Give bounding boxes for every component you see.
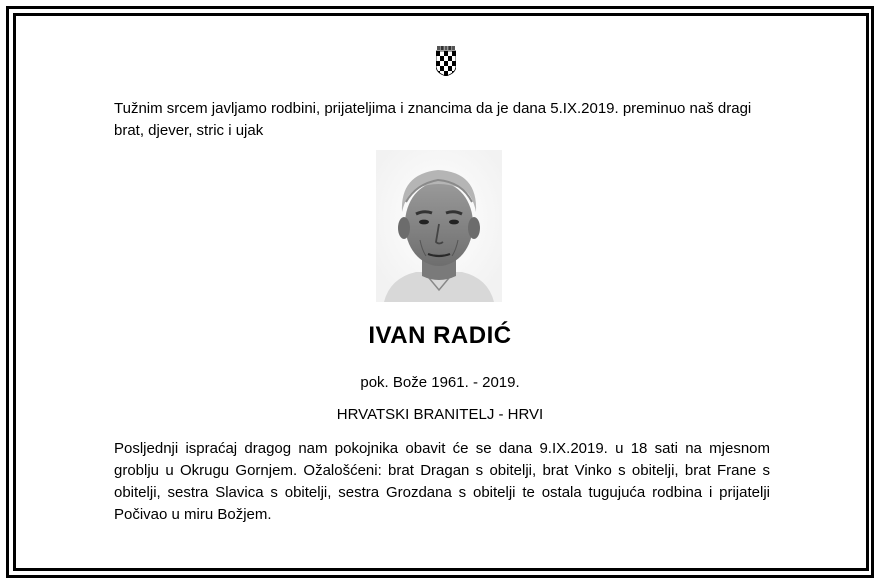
portrait-photo (376, 150, 502, 302)
intro-text: Tužnim srcem javljamo rodbini, prijateljima i znancima da je dana 5.IX.2019. preminuo naš dragi brat, djever, stric i ujak (114, 100, 752, 139)
life-years: pok. Bože 1961. - 2019. (360, 374, 520, 391)
honorific-title: HRVATSKI BRANITELJ - HRVI (336, 406, 544, 423)
deceased-name: IVAN RADIĆ (368, 322, 512, 349)
croatian-coat-of-arms-icon (436, 46, 456, 76)
funeral-details-text: Posljednji ispraćaj dragog nam pokojnika obavit će se dana 9.IX.2019. u 18 sati na mjesnom groblju u Okrugu Gornjem. Ožalošćeni: brat Dragan s obitelji, brat Vinko s obitelji, brat Frane s obitelji, sestra Slavica s obitelji, sestra Grozdana s obitelji te ostala tugujuća rodbina i prijatelji Počivao u miru Božjem. (114, 440, 770, 523)
